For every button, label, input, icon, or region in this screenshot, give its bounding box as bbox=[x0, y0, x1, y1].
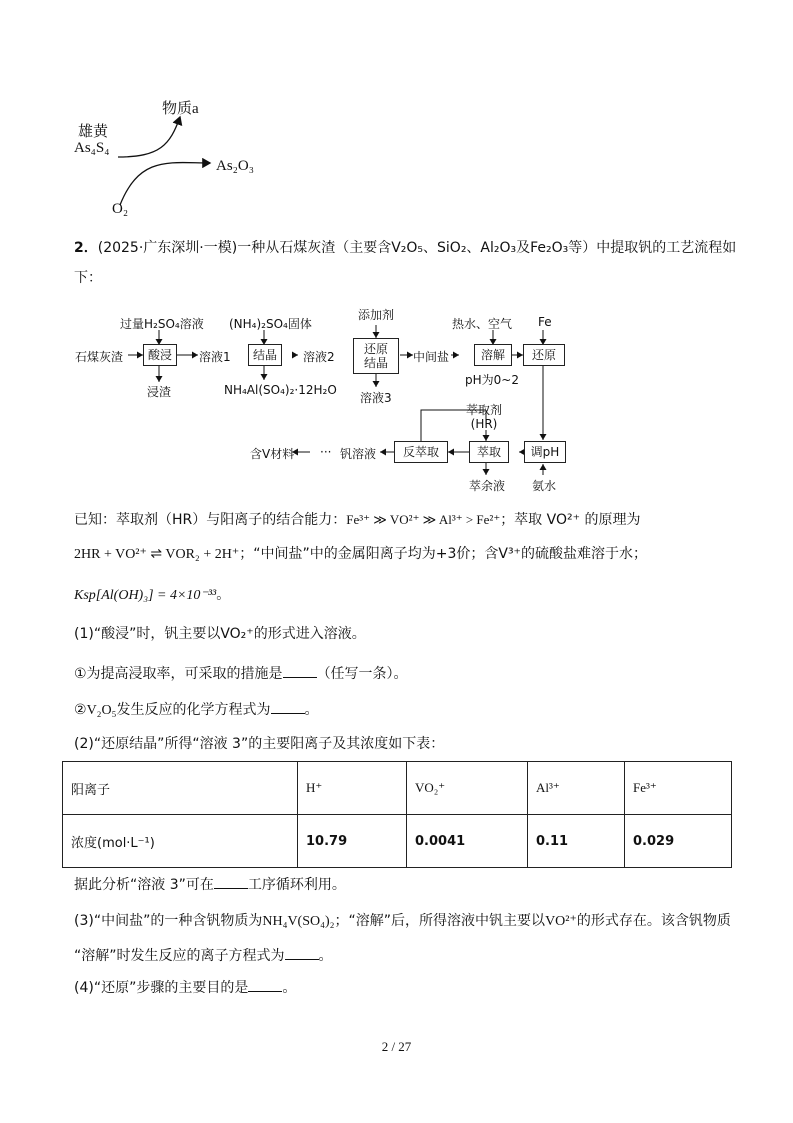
q4-line: (4)“还原”步骤的主要目的是 。 bbox=[74, 977, 296, 998]
realgar-formula: As₄S₄ bbox=[74, 140, 110, 156]
ph-range: pH为0~2 bbox=[465, 373, 519, 387]
step-reduce: 还原 bbox=[523, 344, 565, 366]
known-line2: 2HR + VO²⁺ ⇌ VOR₂ + 2H⁺；“中间盐”中的金属阳离子均为+3价；含V³⁺的硫酸盐难溶于水； bbox=[74, 546, 647, 562]
q1-sub2: ②V₂O₅发生反应的化学方程式为 。 bbox=[74, 699, 319, 721]
step-crystallize: 结晶 bbox=[248, 344, 282, 366]
question-stem-line1 bbox=[74, 238, 736, 258]
arrow-to-product-a bbox=[118, 117, 180, 157]
vanadium-solution: 钒溶液 bbox=[340, 447, 377, 461]
ammonium-sulfate-input: (NH₄)₂SO₄固体 bbox=[229, 317, 312, 331]
table-row bbox=[63, 815, 732, 868]
solution-2: 溶液2 bbox=[303, 350, 335, 364]
step-reduce-crystallize: 还原 结晶 bbox=[353, 338, 399, 374]
q1-sub1: ①为提高浸取率，可采取的措施是 （任写一条）。 bbox=[74, 663, 408, 684]
table-cell: 0.029 bbox=[625, 815, 732, 868]
table-cell: 阳离子 bbox=[63, 762, 298, 815]
step-adjust-ph: 调pH bbox=[524, 441, 566, 463]
q3-line1: (3)“中间盐”的一种含钒物质为NH₄V(SO₄)₂；“溶解”后，所得溶液中钒主要以VO²⁺的形式存在。该含钒物质 bbox=[74, 913, 731, 929]
table-row bbox=[63, 762, 732, 815]
answer-blank[interactable] bbox=[248, 977, 282, 992]
ammonia-input: 氨水 bbox=[532, 479, 557, 493]
cation-concentration-table bbox=[62, 761, 732, 868]
q1-stem: (1)“酸浸”时，钒主要以VO₂⁺的形式进入溶液。 bbox=[74, 626, 366, 642]
table-cell: 10.79 bbox=[298, 815, 407, 868]
hot-water-air-input: 热水、空气 bbox=[452, 317, 513, 331]
answer-blank[interactable] bbox=[214, 874, 248, 889]
product-a-label: 物质a bbox=[162, 101, 199, 117]
ellipsis: ··· bbox=[320, 445, 332, 459]
q3-line2: “溶解”时发生反应的离子方程式为 。 bbox=[74, 945, 333, 966]
table-cell: VO₂⁺ bbox=[407, 762, 528, 815]
answer-blank[interactable] bbox=[271, 699, 305, 714]
answer-blank[interactable] bbox=[283, 663, 317, 678]
acid-input: 过量H₂SO₄溶液 bbox=[120, 317, 204, 331]
table-cell: Fe³⁺ bbox=[625, 762, 732, 815]
page-number: 2 / 27 bbox=[381, 1039, 412, 1054]
solution-1: 溶液1 bbox=[199, 350, 231, 364]
as2o3-label: As₂O₃ bbox=[216, 158, 254, 174]
extractant-input: 萃取剂 (HR) bbox=[466, 403, 503, 431]
intermediate-salt: 中间盐 bbox=[413, 350, 450, 364]
table-cell: 0.0041 bbox=[407, 815, 528, 868]
o2-label: O₂ bbox=[112, 201, 129, 217]
answer-blank[interactable] bbox=[285, 945, 319, 960]
table-cell: 0.11 bbox=[528, 815, 625, 868]
question-stem-line2: 下： bbox=[74, 270, 102, 286]
additive-input: 添加剂 bbox=[358, 308, 395, 322]
alum-product: NH₄Al(SO₄)₂·12H₂O bbox=[224, 383, 337, 397]
arrow-to-as2o3 bbox=[120, 163, 210, 205]
q2-after: 据此分析“溶液 3”可在 工序循环利用。 bbox=[74, 874, 346, 895]
q2-stem: (2)“还原结晶”所得“溶液 3”的主要阳离子及其浓度如下表： bbox=[74, 736, 445, 752]
solution-3: 溶液3 bbox=[360, 391, 392, 405]
leach-residue: 浸渣 bbox=[147, 385, 172, 399]
realgar-name: 雄黄 bbox=[78, 124, 109, 140]
step-dissolve: 溶解 bbox=[474, 344, 512, 366]
known-line1: 已知：萃取剂（HR）与阳离子的结合能力：Fe³⁺ ≫ VO²⁺ ≫ Al³⁺ > Fe²⁺；萃取 VO²⁺ 的原理为 bbox=[74, 512, 641, 528]
step-acid-leach: 酸浸 bbox=[143, 344, 177, 366]
table-cell: H⁺ bbox=[298, 762, 407, 815]
table-cell: Al³⁺ bbox=[528, 762, 625, 815]
raw-material: 石煤灰渣 bbox=[75, 350, 124, 364]
known-line3: Ksp[Al(OH)₃] = 4×10⁻³³。 bbox=[74, 587, 231, 603]
table-cell: 浓度(mol·L⁻¹) bbox=[63, 815, 298, 868]
iron-input: Fe bbox=[538, 315, 552, 329]
step-back-extract: 反萃取 bbox=[394, 441, 448, 463]
vanadium-material: 含V材料 bbox=[250, 447, 295, 461]
question-source: (2025·广东深圳·一模) bbox=[97, 240, 238, 256]
step-extract: 萃取 bbox=[469, 441, 509, 463]
raffinate: 萃余液 bbox=[469, 479, 506, 493]
question-stem: 一种从石煤灰渣（主要含V₂O₅、SiO₂、Al₂O₃及Fe₂O₃等）中提取钒的工艺流程如 bbox=[237, 240, 737, 256]
question-number: 2． bbox=[74, 240, 98, 256]
